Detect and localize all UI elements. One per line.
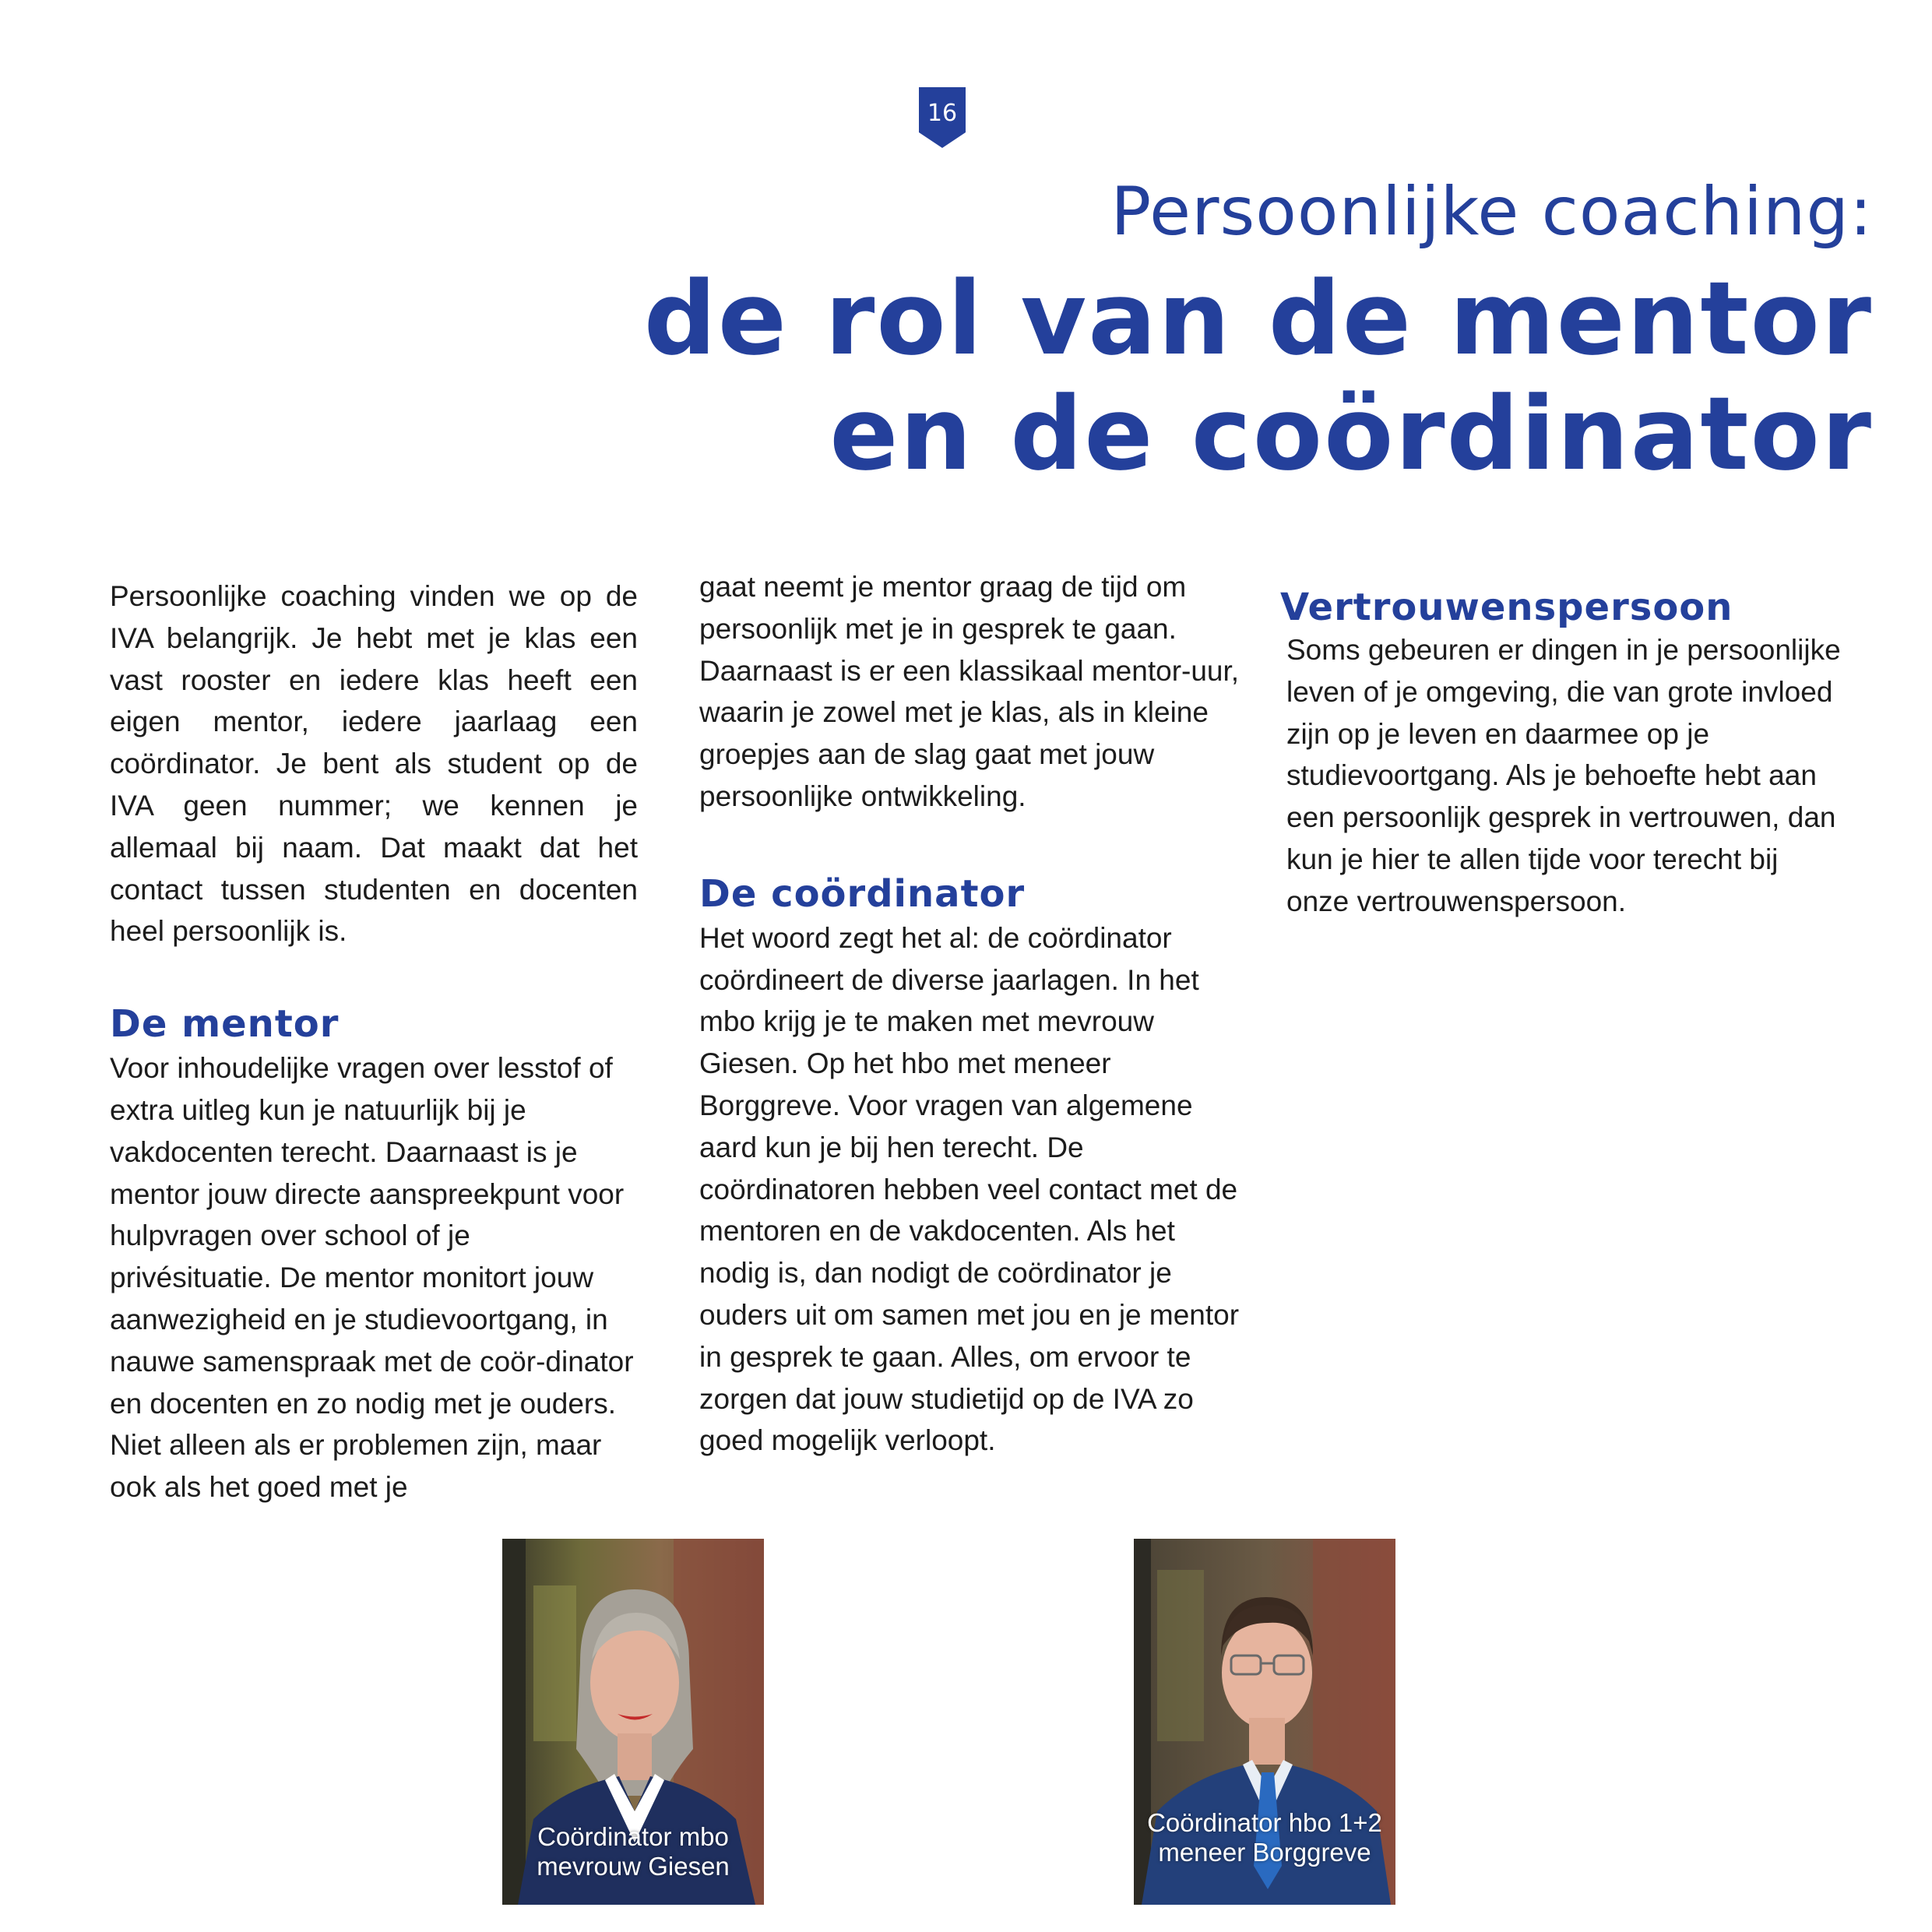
page-number-badge [919, 87, 966, 148]
page-title-line-2: en de coördinator [829, 375, 1873, 493]
photo-caption-hbo [1134, 1808, 1395, 1867]
caption-person: mevrouw Giesen [537, 1852, 730, 1881]
mentor-paragraph-1: Voor inhoudelijke vragen over lesstof of extra uitleg kun je natuurlijk bij je vakdocenten terecht. Daarnaast is je mentor jouw directe aanspreekpunt voor hulpvragen over school of je privésituatie. De mentor monitort jouw aanwezigheid en je studievoortgang, in nauwe samenspraak met de coör-dinator en docenten en zo nodig met je ouders. Niet alleen als er problemen zijn, maar ook als het goed met je [110, 1052, 634, 1504]
photo-coordinator-hbo [1134, 1539, 1395, 1905]
page-title [644, 261, 1873, 491]
coordinator-heading: De coördinator [699, 871, 1026, 916]
column-middle [699, 566, 1252, 1462]
photo-caption-mbo [502, 1822, 764, 1881]
page-subtitle: Persoonlijke coaching: [1110, 173, 1873, 251]
confidant-paragraph: Soms gebeuren er dingen in je persoonlijke leven of je omgeving, die van grote invloed zijn op je leven en daarmee op je studievoortgang. Als je behoefte hebt aan een persoonlijk gesprek in vertrouwen, dan kun je hier te allen tijde voor terecht bij onze vertrouwenspersoon. [1286, 634, 1841, 917]
column-left [110, 575, 638, 1508]
page-number: 16 [927, 100, 958, 127]
intro-paragraph: Persoonlijke coaching vinden we op de IVA belangrijk. Je hebt met je klas een vast rooster en iedere klas heeft een eigen mentor, iedere jaarlaag een coördinator. Je bent als student op de IVA geen nummer; we kennen je allemaal bij naam. Dat maakt dat het contact tussen studenten en docenten heel persoonlijk is. [110, 580, 638, 948]
caption-role: Coördinator hbo 1+2 [1147, 1808, 1382, 1837]
mentor-heading: De mentor [110, 1002, 340, 1047]
confidant-heading: Vertrouwenspersoon [1280, 586, 1733, 629]
mentor-paragraph-2: gaat neemt je mentor graag de tijd om persoonlijk met je in gesprek te gaan. Daarnaast is er een klassikaal mentor-uur, waarin je zowel met je klas, als in kleine groepjes aan de slag gaat met jouw persoonlijke ontwikkeling. [699, 571, 1240, 812]
caption-person: meneer Borggreve [1158, 1838, 1371, 1867]
page-title-line-1: de rol van de mentor [643, 259, 1873, 378]
photo-coordinator-mbo [502, 1539, 764, 1905]
caption-role: Coördinator mbo [537, 1822, 729, 1851]
column-right [1280, 584, 1847, 923]
coordinator-paragraph: Het woord zegt het al: de coördinator coördineert de diverse jaarlagen. In het mbo krijg je te maken met mevrouw Giesen. Op het hbo met meneer Borggreve. Voor vragen van algemene aard kun je bij hen terecht. De coördinatoren hebben veel contact met de mentoren en de vakdocenten. Als het nodig is, dan nodigt de coördinator je ouders uit om samen met jou en je mentor in gesprek te gaan. Alles, om ervoor te zorgen dat jouw studietijd op de IVA zo goed mogelijk verloopt. [699, 921, 1240, 1457]
